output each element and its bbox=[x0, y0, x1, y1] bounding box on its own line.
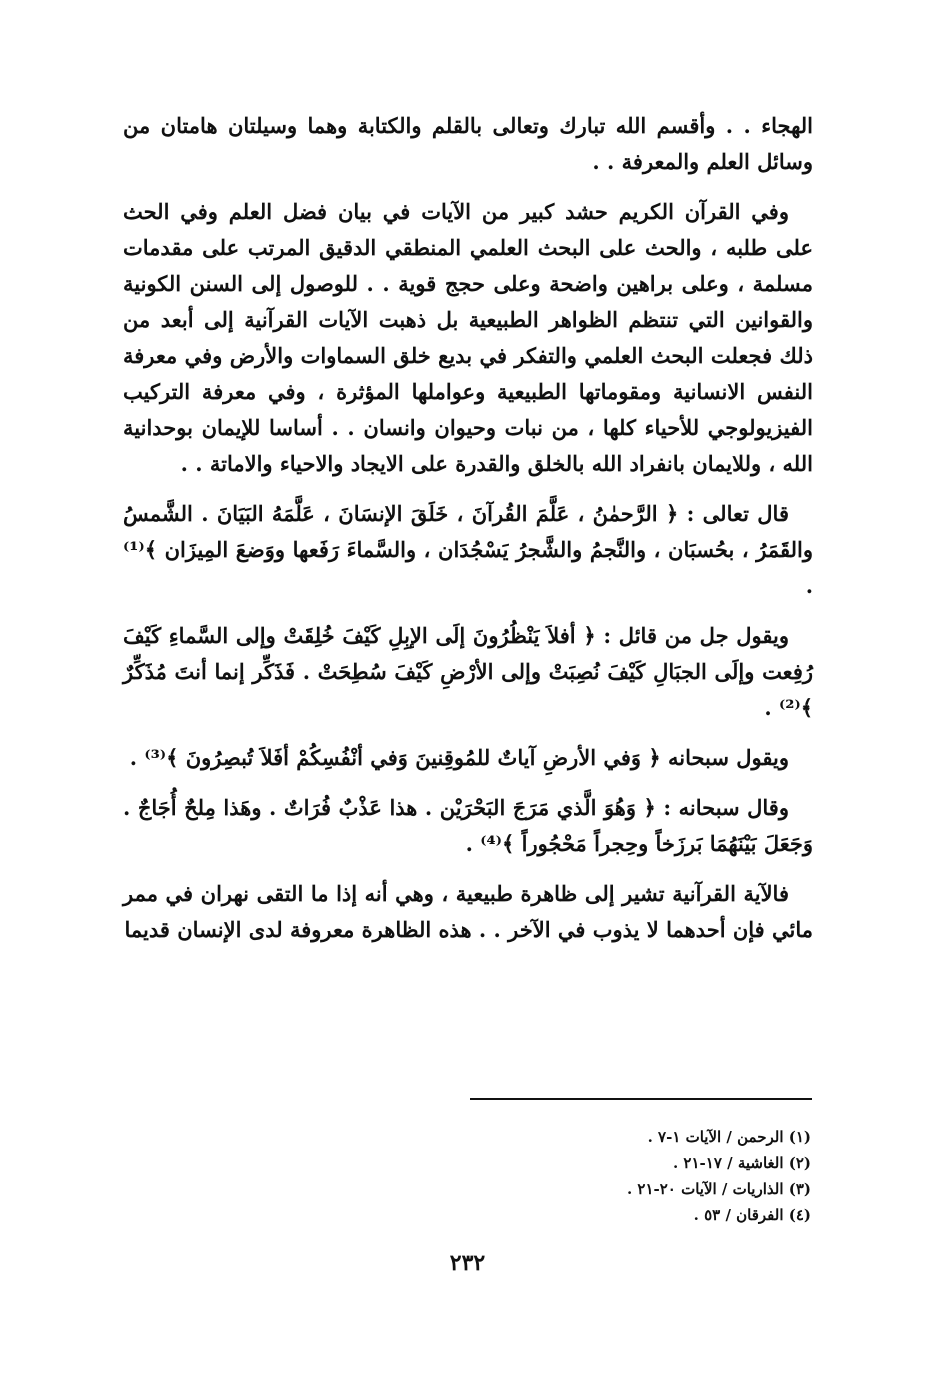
footnote-2: (٢) الغاشية / ١٧-٢١ . bbox=[672, 1154, 811, 1172]
main-text bbox=[123, 108, 813, 962]
paragraph-quote-rahman: قال تعالى : ﴿ الرَّحمٰنُ ، عَلَّمَ القُرآنَ ، خَلَقَ الإنسَانَ ، عَلَّمَهُ البَيَانَ . الشَّمسُ والقَمَرُ ، بحُسبَان ، والنَّجمُ والشَّجرُ يَسْجُدَان ، والسَّماءَ رَفَعها ووَضعَ المِيزَان ﴾⁽¹⁾ . bbox=[123, 501, 813, 598]
footnote-3: (٣) الذاريات / الآيات ٢٠-٢١ . bbox=[626, 1180, 811, 1198]
page-number: ٢٣٢ bbox=[449, 1250, 486, 1276]
paragraph-quran-knowledge: وفي القرآن الكريم حشد كبير من الآيات في بيان فضل العلم وفي الحث على طلبه ، والحث على البحث العلمي المنطقي الدقيق المرتب على مقدمات مسلمة ، وعلى براهين واضحة وعلى حجج قوية . . للوصول إلى السنن الكونية والقوانين التي تنتظم الظواهر الطبيعية بل ذهبت الآيات القرآنية إلى أبعد من ذلك فجعلت البحث العلمي والتفكر في بديع خلق السماوات والأرض وفي معرفة النفس الانسانية ومقوماتها الطبيعية وعواملها المؤثرة ، وفي معرفة التركيب الفيزيولوجي للأحياء كلها ، من نبات وحيوان وانسان . . أساسا للإيمان بوحدانية الله ، وللايمان بانفراد الله بالخلق والقدرة على الايجاد والاحياء والاماتة . . bbox=[123, 199, 813, 476]
paragraph-two-rivers: فالآية القرآنية تشير إلى ظاهرة طبيعية ، وهي أنه إذا ما التقى نهران في ممر مائي فإن أحدهما لا يذوب في الآخر . . هذه الظاهرة معروفة لدى الإنسان قديما bbox=[123, 881, 813, 942]
footnote-1: (١) الرحمن / الآيات ١-٧ . bbox=[647, 1128, 811, 1146]
footnote-4: (٤) الفرقان / ٥٣ . bbox=[693, 1206, 811, 1224]
paragraph-quote-furqan: وقال سبحانه : ﴿ وَهُوَ الَّذي مَرَجَ البَحْرَيْن . هذا عَذْبٌ فُرَاتٌ . وهَذا مِلحٌ أُجَاجٌ . وَجَعَلَ بَيْنَهُمَا بَرزَخاً وحِجراً مَحْجُوراً ﴾⁽⁴⁾ . bbox=[123, 795, 813, 856]
footnote-separator bbox=[470, 1098, 812, 1100]
footnotes bbox=[311, 1124, 811, 1228]
paragraph-quote-dhariyat: ويقول سبحانه ﴿ وَفي الأرضِ آياتٌ للمُوقِنينَ وَفي أنْفُسِكُمْ أفَلاَ تُبصِرُونَ ﴾⁽³⁾ . bbox=[129, 745, 789, 770]
paragraph-quote-ghashiya: ويقول جل من قائل : ﴿ أفلاَ يَنْظُرُونَ إلَى الإبِلِ كَيْفَ خُلِقَتْ وإلى السَّماءِ كَيْفَ رُفِعت وإلَى الجبَالِ كَيْفَ نُصِبَتْ وإلى الأرْضِ كَيْفَ سُطِحَتْ . فَذَكِّر إنما أنتَ مُذَكِّرٌ ﴾⁽²⁾ . bbox=[123, 623, 813, 720]
paragraph-continuation: الهجاء . . وأقسم الله تبارك وتعالى بالقلم والكتابة وهما وسيلتان هامتان من وسائل العلم والمعرفة . . bbox=[123, 113, 813, 174]
